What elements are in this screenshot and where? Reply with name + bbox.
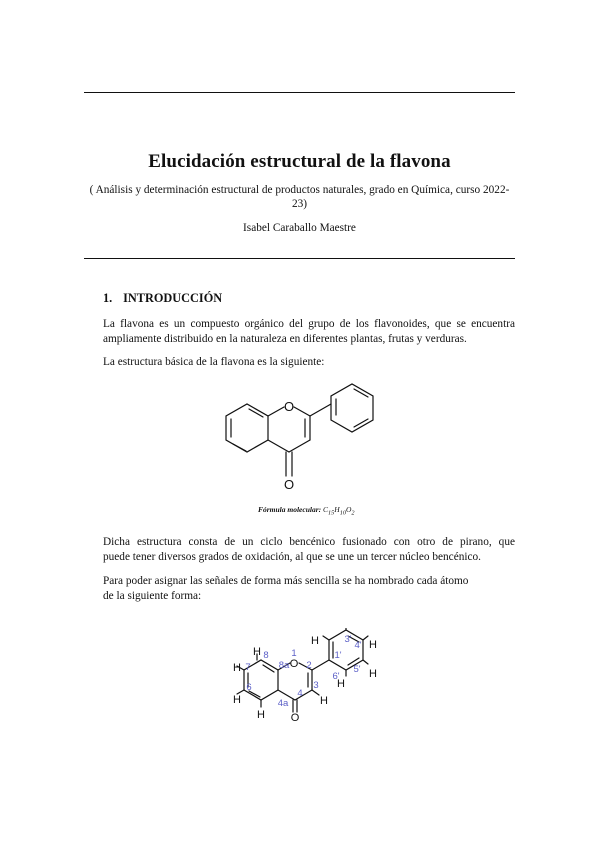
formula-o-count: 2 (351, 509, 355, 517)
formula-c-count: 15 (328, 509, 335, 517)
hydrogen-4prime: H (369, 639, 377, 651)
atom-number-8: 8 (263, 650, 269, 661)
paragraph-numbering-line2: de la siguiente forma: (103, 590, 202, 602)
hydrogen-6: H (233, 694, 241, 706)
atom-number-8a: 8a (278, 660, 290, 671)
carbonyl-oxygen-atom: O (290, 712, 300, 724)
hydrogen-7: H (233, 662, 241, 674)
formula-h: H (334, 505, 340, 514)
atom-number-6: 6 (246, 682, 252, 693)
hydrogen-3: H (320, 695, 328, 707)
ring-oxygen-label: O (283, 399, 295, 414)
atom-number-4a: 4a (277, 698, 289, 709)
caption-label: Fórmula molecular: (258, 505, 322, 514)
atom-number-2: 2 (306, 660, 312, 671)
flavone-structure-figure (222, 382, 382, 494)
atom-number-5prime: 5' (353, 664, 361, 675)
formula-h-count: 10 (339, 509, 346, 517)
atom-number-6prime: 6' (332, 671, 340, 682)
hydrogen-5: H (257, 709, 265, 721)
molecular-formula-caption (258, 505, 355, 517)
header-rule (84, 258, 515, 259)
section-title: INTRODUCCIÓN (123, 291, 223, 305)
paragraph-numbering-line1: Para poder asignar las señales de forma más sencilla se ha nombrado cada átomo (103, 575, 469, 587)
document-subtitle: ( Análisis y determinación estructural de productos naturales, grado en Química, curso 2022-23) (89, 184, 510, 210)
hydrogen-5prime: H (369, 668, 377, 680)
atom-number-4: 4 (297, 688, 303, 699)
ring-oxygen-atom: O (289, 658, 299, 670)
document-title: Elucidación estructural de la flavona (148, 151, 451, 172)
paragraph-structure-intro: La estructura básica de la flavona es la siguiente: (103, 356, 325, 368)
carbonyl-oxygen-label: O (283, 477, 295, 492)
paragraph-description-line1: Dicha estructura consta de un ciclo bencénico fusionado con otro de pirano, que (103, 536, 515, 548)
atom-number-1: 1 (291, 648, 297, 659)
document-author: Isabel Caraballo Maestre (243, 222, 356, 234)
atom-number-3: 3 (313, 680, 319, 691)
atom-number-7: 7 (245, 662, 251, 673)
section-number: 1. (103, 291, 113, 305)
hydrogen-8: H (253, 646, 261, 658)
atom-number-1prime: 1' (334, 650, 342, 661)
section-heading (103, 291, 222, 306)
top-rule (84, 92, 515, 93)
paragraph-intro-line1: La flavona es un compuesto orgánico del grupo de los flavonoides, que se encuentra (103, 318, 515, 330)
hydrogen-2prime: H (311, 635, 319, 647)
hydrogen-6prime: H (337, 678, 345, 690)
formula-c: C (323, 505, 329, 514)
atom-number-4prime: 4' (354, 640, 362, 651)
formula-o: O (345, 505, 352, 514)
atom-number-3prime: 3' (344, 634, 352, 645)
numbered-flavone-figure (232, 628, 382, 724)
paragraph-description-line2: puede tener diversos grados de oxidación, al que se une un tercer núcleo bencénico. (103, 551, 481, 563)
paragraph-intro-line2: ampliamente distribuido en la naturaleza en diferentes plantas, frutas y verduras. (103, 333, 467, 345)
